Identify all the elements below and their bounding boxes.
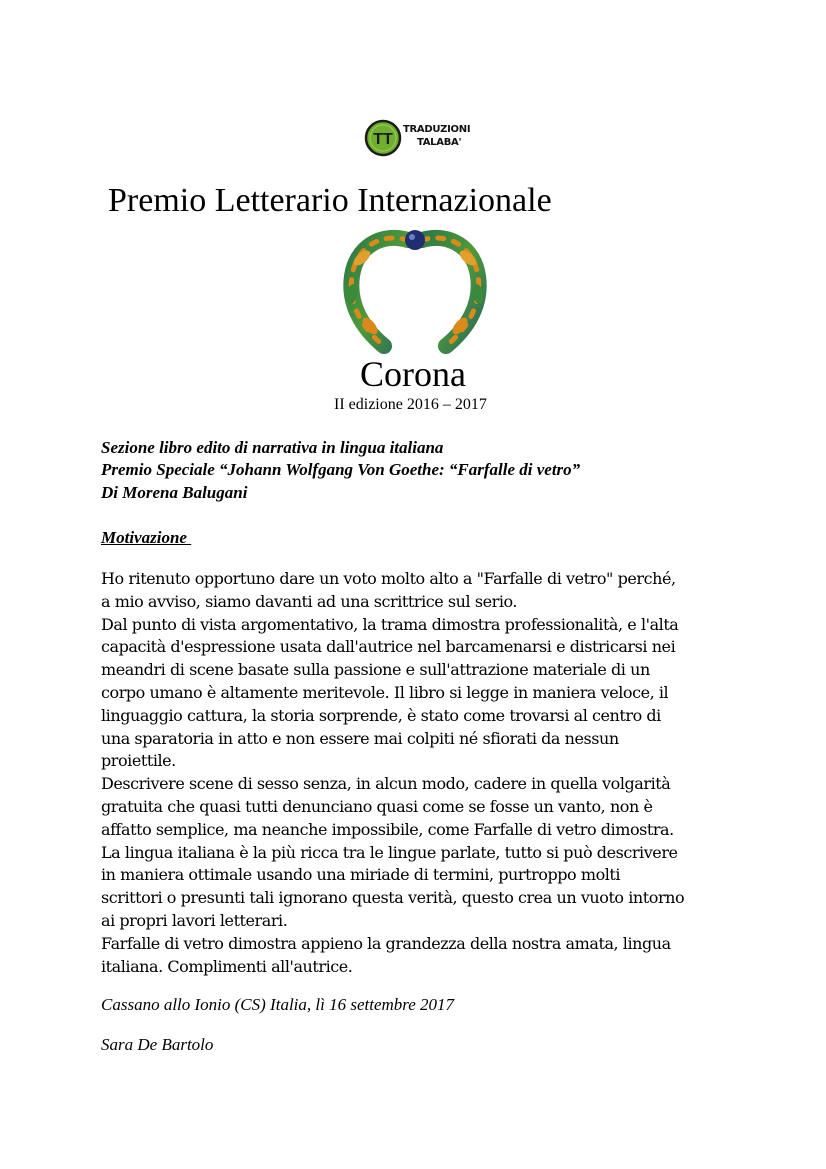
body-line: gratuita che quasi tutti denunciano quasi come se fosse un vanto, non è	[101, 796, 653, 816]
section-author: Di Morena Balugani	[101, 483, 248, 502]
body-line: a mio avviso, siamo davanti ad una scrittrice sul serio.	[101, 591, 518, 611]
body-line: Ho ritenuto opportuno dare un voto molto alto a "Farfalle di vetro" perché,	[101, 569, 676, 588]
edition-label: II edizione 2016 – 2017	[334, 396, 487, 413]
section-category: Sezione libro edito di narrativa in lingua italiana	[101, 438, 444, 457]
logo-emblem-icon	[364, 119, 402, 157]
body-line: affatto semplice, ma neanche impossibile, come Farfalle di vetro dimostra.	[101, 819, 674, 839]
logo-wordmark	[403, 123, 470, 149]
motivation-body	[101, 568, 741, 978]
laurel-wreath-icon	[340, 218, 490, 354]
logo-line-1: TRADUZIONI	[403, 124, 471, 135]
body-line: proiettile.	[101, 751, 176, 771]
body-line: Dal punto di vista argomentativo, la trama dimostra professionalità, e l'alta	[101, 614, 679, 634]
body-line: scrittori o presunti tali ignorano questa verità, questo crea un vuoto intorno	[101, 888, 685, 908]
body-line: La lingua italiana è la più ricca tra le lingue parlate, tutto si può descrivere	[101, 842, 678, 862]
body-line: meandri di scene basate sulla passione e sull'attrazione materiale di un	[101, 660, 650, 680]
logo-line-2: TALABA'	[417, 137, 462, 148]
body-line: italiana. Complimenti all'autrice.	[101, 956, 353, 976]
body-line: ai propri lavori letterari.	[101, 910, 288, 930]
section-special-prize: Premio Speciale “Johann Wolfgang Von Goethe: “Farfalle di vetro”	[101, 460, 581, 479]
motivation-heading: Motivazione	[101, 528, 192, 547]
signature: Sara De Bartolo	[101, 1035, 214, 1054]
publisher-logo	[364, 118, 486, 158]
page-title: Premio Letterario Internazionale	[108, 182, 552, 219]
prize-name: Corona	[360, 354, 466, 394]
body-line: capacità d'espressione usata dall'autrice nel barcamenarsi e districarsi nei	[101, 637, 676, 657]
laurel-wreath-image	[340, 218, 490, 354]
body-line: corpo umano è altamente meritevole. Il libro si legge in maniera veloce, il	[101, 682, 669, 702]
place-and-date: Cassano allo Ionio (CS) Italia, lì 16 settembre 2017	[101, 995, 455, 1014]
body-line: linguaggio cattura, la storia sorprende, è stato come trovarsi al centro di	[101, 705, 661, 725]
body-line: una sparatoria in atto e non essere mai colpiti né sfiorati da nessun	[101, 728, 619, 748]
body-line: in maniera ottimale usando una miriade di termini, purtroppo molti	[101, 865, 621, 885]
logo-monogram: TT	[373, 131, 393, 148]
body-line: Descrivere scene di sesso senza, in alcun modo, cadere in quella volgarità	[101, 774, 671, 794]
body-line: Farfalle di vetro dimostra appieno la grandezza della nostra amata, lingua	[101, 933, 671, 953]
